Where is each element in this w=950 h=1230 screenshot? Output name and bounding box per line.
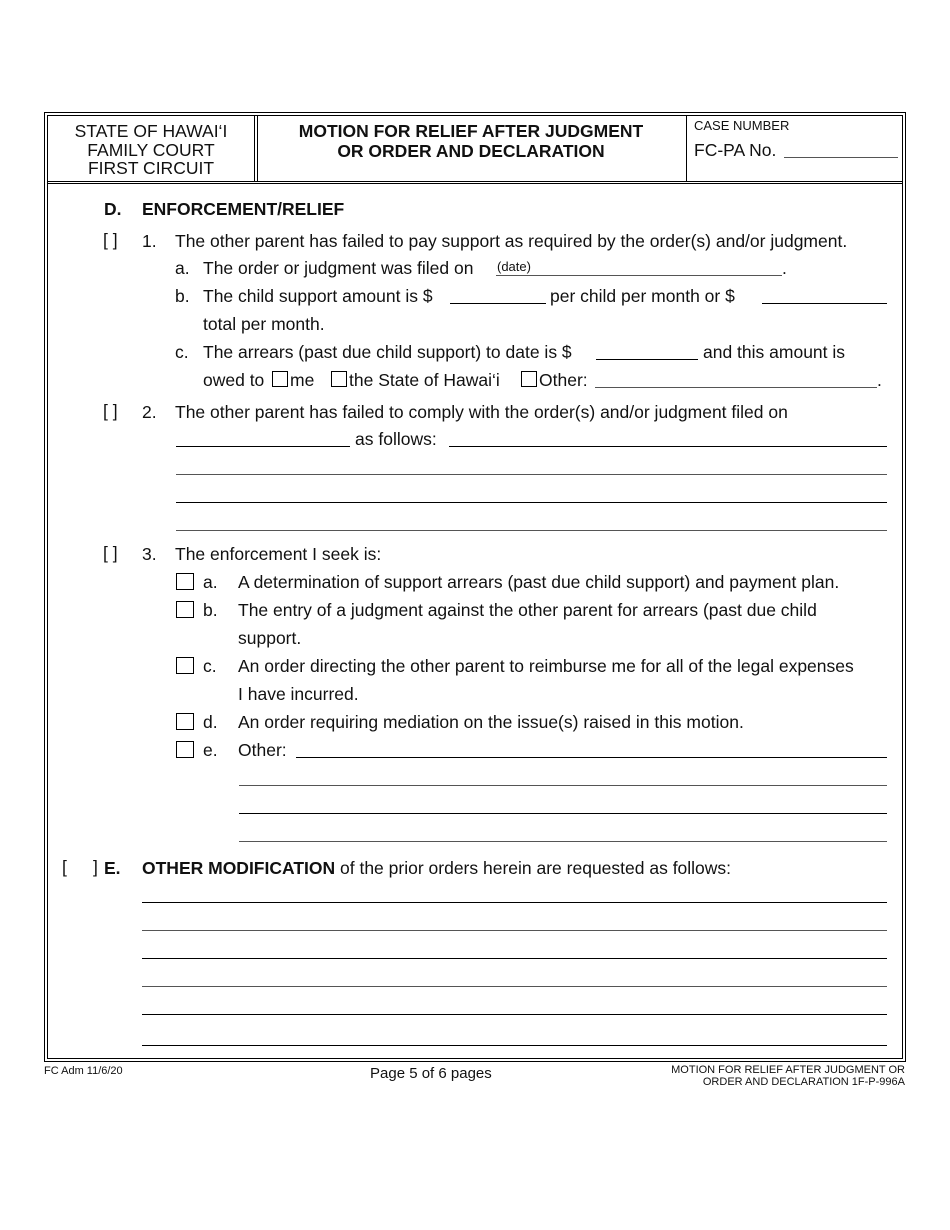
item1b-per-child-field[interactable]: [450, 303, 546, 304]
footer-form-title-1: MOTION FOR RELIEF AFTER JUDGMENT OR: [671, 1064, 905, 1076]
section-d-heading: ENFORCEMENT/RELIEF: [142, 199, 345, 219]
option-e-line-2[interactable]: [239, 785, 887, 786]
item2-line-3[interactable]: [176, 502, 887, 503]
item2-line-2[interactable]: [176, 474, 887, 475]
owed-to-state-checkbox[interactable]: [331, 371, 347, 387]
item1a-label: a.: [175, 258, 190, 278]
item1-text: The other parent has failed to pay support as required by the order(s) and/or judgment.: [175, 231, 848, 251]
item1a-period: .: [782, 258, 787, 278]
header-col-divider-2: [686, 115, 687, 182]
form-title-line1: MOTION FOR RELIEF AFTER JUDGMENT: [298, 121, 644, 141]
option-e-text: Other:: [238, 740, 287, 760]
option-d-checkbox[interactable]: [176, 713, 194, 730]
option-c-checkbox[interactable]: [176, 657, 194, 674]
footer-form-id: FC Adm 11/6/20: [44, 1065, 123, 1077]
footer-page-number: Page 5 of 6 pages: [370, 1065, 492, 1082]
item2-checkbox[interactable]: [ ]: [103, 401, 118, 421]
item1c-label: c.: [175, 342, 189, 362]
owed-to-me-label: me: [290, 370, 315, 390]
item1b-text3: total per month.: [203, 314, 325, 334]
court-state: STATE OF HAWAI‘I: [74, 121, 228, 141]
option-e-checkbox[interactable]: [176, 741, 194, 758]
item2-date-field[interactable]: [176, 446, 350, 447]
owed-to-other-field[interactable]: [595, 387, 877, 388]
owed-to-other-checkbox[interactable]: [521, 371, 537, 387]
item2-line-1[interactable]: [449, 446, 887, 447]
item1b-label: b.: [175, 286, 190, 306]
option-e-line-1[interactable]: [296, 757, 887, 758]
section-e-heading-bold: OTHER MODIFICATION: [142, 858, 336, 878]
item1c-text1: The arrears (past due child support) to date is $: [203, 342, 572, 362]
item3-checkbox[interactable]: [ ]: [103, 543, 118, 563]
section-e-line-4[interactable]: [142, 986, 887, 987]
section-e-line-3[interactable]: [142, 958, 887, 959]
option-c-text: An order directing the other parent to reimburse me for all of the legal expenses: [238, 656, 854, 676]
header-col-divider-1: [254, 115, 255, 182]
section-e-line-2[interactable]: [142, 930, 887, 931]
option-d-label: d.: [203, 712, 218, 732]
item1b-text1: The child support amount is $: [203, 286, 433, 306]
option-a-text: A determination of support arrears (past due child support) and payment plan.: [238, 572, 840, 592]
form-title-line2: OR ORDER AND DECLARATION: [337, 141, 605, 161]
case-number-prefix: FC-PA No.: [694, 140, 777, 160]
option-b-text: The entry of a judgment against the other parent for arrears (past due child: [238, 600, 817, 620]
case-number-field[interactable]: [784, 157, 898, 158]
option-a-label: a.: [203, 572, 218, 592]
case-number-label: CASE NUMBER: [694, 118, 790, 133]
option-d-text: An order requiring mediation on the issue(s) raised in this motion.: [238, 712, 744, 732]
section-e-line-5[interactable]: [142, 1014, 887, 1015]
option-c-text-cont: I have incurred.: [238, 684, 359, 704]
item2-text: The other parent has failed to comply with the order(s) and/or judgment filed on: [175, 402, 788, 422]
section-e-bracket-open[interactable]: [: [62, 857, 67, 877]
item1b-text2: per child per month or $: [550, 286, 735, 306]
court-name: FAMILY COURT: [87, 140, 215, 160]
owed-to-other-label: Other:: [539, 370, 588, 390]
section-e-line-6[interactable]: [142, 1045, 887, 1046]
option-c-label: c.: [203, 656, 217, 676]
item1c-text2: and this amount is: [703, 342, 846, 362]
section-d-letter: D.: [104, 199, 122, 219]
item1b-total-field[interactable]: [762, 303, 887, 304]
item1c-arrears-field[interactable]: [596, 359, 698, 360]
owed-to-me-checkbox[interactable]: [272, 371, 288, 387]
item1a-text: The order or judgment was filed on: [203, 258, 474, 278]
section-e-bracket-close[interactable]: ]: [93, 857, 98, 877]
header-divider: [47, 181, 903, 182]
item1-checkbox[interactable]: [ ]: [103, 230, 118, 250]
item1a-date-hint: (date): [497, 259, 531, 274]
section-e-line-1[interactable]: [142, 902, 887, 903]
option-b-checkbox[interactable]: [176, 601, 194, 618]
item1-number: 1.: [142, 231, 157, 251]
option-e-line-3[interactable]: [239, 813, 887, 814]
item3-number: 3.: [142, 544, 157, 564]
owed-to-state-label: the State of Hawai‘i: [349, 370, 500, 390]
option-a-checkbox[interactable]: [176, 573, 194, 590]
option-e-line-4[interactable]: [239, 841, 887, 842]
footer-form-title-2: ORDER AND DECLARATION 1F-P-996A: [702, 1076, 905, 1088]
item1c-owed-to: owed to: [203, 370, 265, 390]
court-circuit: FIRST CIRCUIT: [87, 158, 215, 178]
item2-number: 2.: [142, 402, 157, 422]
item2-as-follows: as follows:: [355, 429, 437, 449]
option-b-label: b.: [203, 600, 218, 620]
section-e-heading-rest: of the prior orders herein are requested as follows:: [335, 858, 732, 878]
header-divider-2: [47, 183, 903, 184]
item3-text: The enforcement I seek is:: [175, 544, 382, 564]
item1a-date-field[interactable]: [496, 275, 782, 276]
item1c-period: .: [877, 370, 882, 390]
section-e-heading: [142, 858, 731, 878]
option-b-text-cont: support.: [238, 628, 302, 648]
option-e-label: e.: [203, 740, 218, 760]
item2-line-4[interactable]: [176, 530, 887, 531]
section-e-letter: E.: [104, 858, 121, 878]
